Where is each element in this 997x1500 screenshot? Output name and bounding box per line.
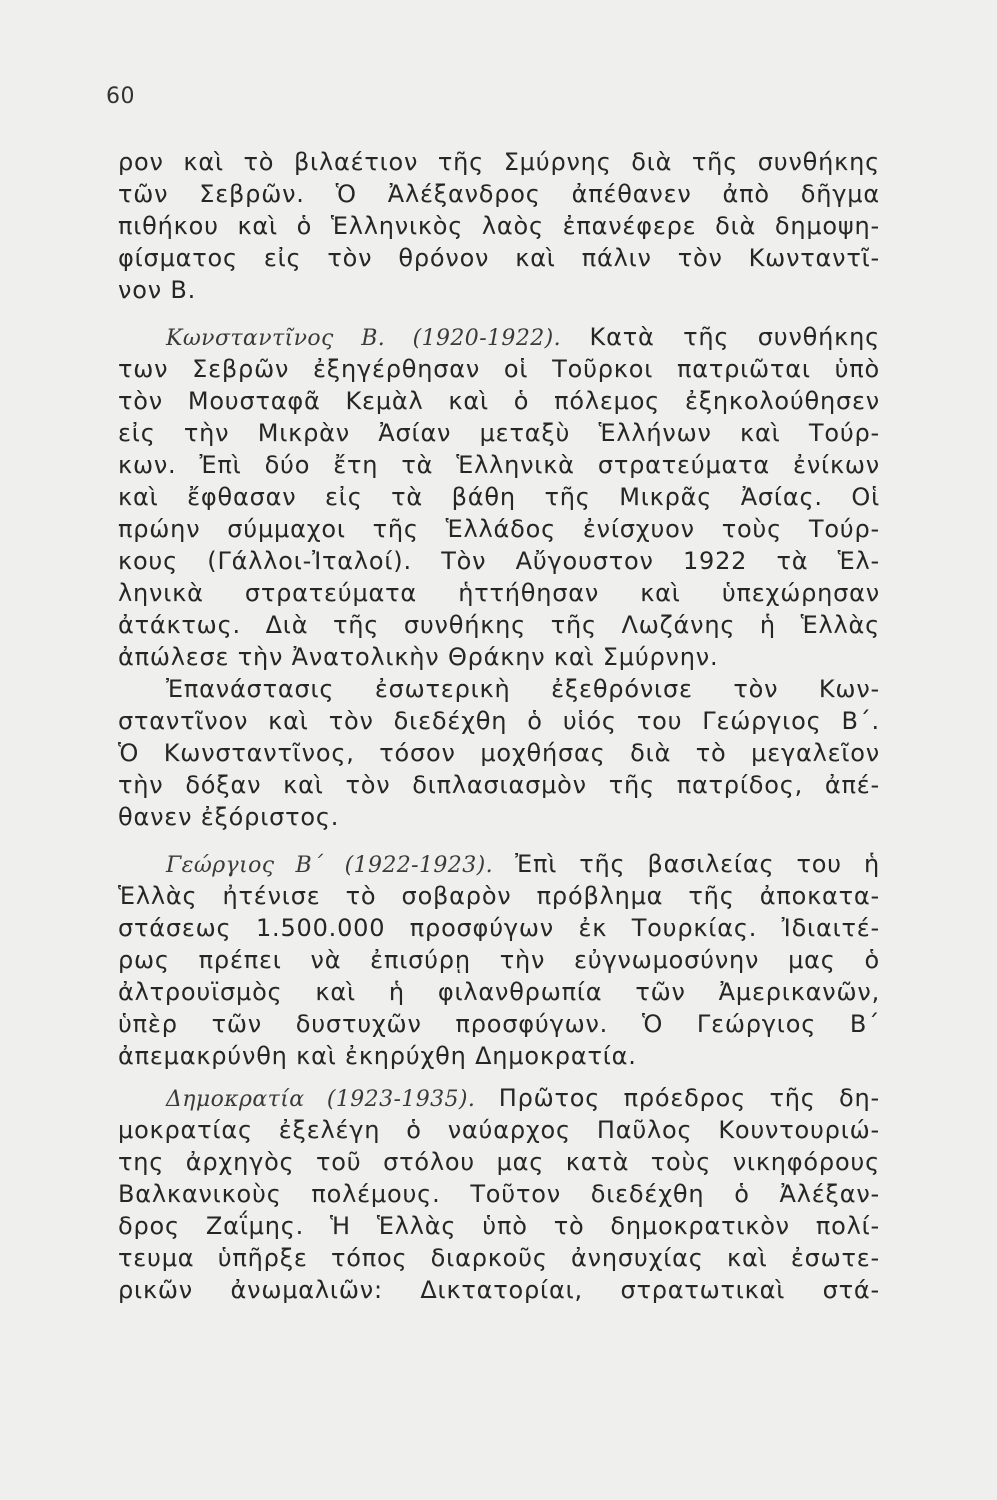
text-line: των Σεβρῶν ἐξηγέρθησαν οἱ Τοῦρκοι πατριῶται ὑπὸ [118,355,880,383]
text-line: δρος Ζαΐμης. Ἡ Ἑλλὰς ὑπὸ τὸ δημοκρατικὸν πολί- [118,1212,880,1240]
text-line: Ἐπανάστασις ἐσωτερικὴ ἐξεθρόνισε τὸν Κων- [166,675,880,703]
text-line: θανεν ἐξόριστος. [118,803,340,831]
text-line: τὸν Μουσταφᾶ Κεμὰλ καὶ ὁ πόλεμος ἐξηκολούθησεν [118,387,880,415]
text-line [118,848,880,880]
text-line: τευμα ὑπῆρξε τόπος διαρκοῦς ἀνησυχίας καὶ ἐσωτε- [118,1244,880,1272]
text-line: στάσεως 1.500.000 προσφύγων ἐκ Τουρκίας. Ἰδιαιτέ- [118,914,880,942]
text-line: εἰς τὴν Μικρὰν Ἀσίαν μεταξὺ Ἑλλήνων καὶ Τούρ- [118,419,880,447]
section-heading: Γεώργιος Β΄ (1922-1923). [166,853,493,878]
text-line: ἀλτρουϊσμὸς καὶ ἡ φιλανθρωπία τῶν Ἀμερικανῶν, [118,978,880,1006]
text-line: τῶν Σεβρῶν. Ὁ Ἀλέξανδρος ἀπέθανεν ἀπὸ δῆγμα [118,180,880,208]
paragraph [118,146,880,306]
body-text [118,146,880,1306]
text-line [118,1082,880,1114]
text-line: Βαλκανικοὺς πολέμους. Τοῦτον διεδέχθη ὁ Ἀλέξαν- [118,1180,880,1208]
text-line: ρον καὶ τὸ βιλαέτιον τῆς Σμύρνης διὰ τῆς συνθήκης [118,148,880,176]
text-line: ρως πρέπει νὰ ἐπισύρῃ τὴν εὐγνωμοσύνην μας ὁ [118,946,880,974]
text-line: πιθήκου καὶ ὁ Ἑλληνικὸς λαὸς ἐπανέφερε διὰ δημοψη- [118,212,880,240]
paragraph [118,1082,880,1306]
text-run: Ἐπὶ τῆς βασιλείας του ἡ [515,850,880,878]
text-line: φίσματος εἰς τὸν θρόνον καὶ πάλιν τὸν Κωνταντῖ- [118,244,880,272]
text-line: κων. Ἐπὶ δύο ἔτη τὰ Ἑλληνικὰ στρατεύματα ἐνίκων [118,451,880,479]
text-line [118,321,880,353]
text-line: ρικῶν ἀνωμαλιῶν: Δικτατορίαι, στρατωτικαὶ στά- [118,1276,880,1304]
text-line: Ἑλλὰς ἠτένισε τὸ σοβαρὸν πρόβλημα τῆς ἀποκατα- [118,882,880,910]
text-line: τὴν δόξαν καὶ τὸν διπλασιασμὸν τῆς πατρίδος, ἀπέ- [118,771,880,799]
text-line: καὶ ἔφθασαν εἰς τὰ βάθη τῆς Μικρᾶς Ἀσίας. Οἱ [118,483,880,511]
text-line: ληνικὰ στρατεύματα ἡττήθησαν καὶ ὑπεχώρησαν [118,579,880,607]
text-line: της ἀρχηγὸς τοῦ στόλου μας κατὰ τοὺς νικηφόρους [118,1148,880,1176]
page-number: 60 [106,84,135,109]
text-line: ἀτάκτως. Διὰ τῆς συνθήκης τῆς Λωζάνης ἡ Ἑλλὰς [118,611,880,639]
text-line: μοκρατίας ἐξελέγη ὁ ναύαρχος Παῦλος Κουντουριώ- [118,1116,880,1144]
section-heading: Κωνσταντῖνος Β. (1920-1922). [166,326,562,351]
text-line: σταντῖνον καὶ τὸν διεδέχθη ὁ υἱός του Γεώργιος Β΄. [118,707,880,735]
paragraph [118,321,880,833]
text-line: πρώην σύμμαχοι τῆς Ἑλλάδος ἐνίσχυον τοὺς Τούρ- [118,515,880,543]
text-line: νον Β. [118,276,197,304]
text-line: ὑπὲρ τῶν δυστυχῶν προσφύγων. Ὁ Γεώργιος Β΄ [118,1010,880,1038]
text-run: Πρῶτος πρόεδρος τῆς δη- [498,1084,880,1112]
text-line: Ὁ Κωνσταντῖνος, τόσον μοχθήσας διὰ τὸ μεγαλεῖον [118,739,880,767]
text-line: κους (Γάλλοι-Ἰταλοί). Τὸν Αὔγουστον 1922 τὰ Ἑλ- [118,547,880,575]
text-line: ἀπώλεσε τὴν Ἀνατολικὴν Θράκην καὶ Σμύρνην. [118,643,719,671]
text-line: ἀπεμακρύνθη καὶ ἐκηρύχθη Δημοκρατία. [118,1042,637,1070]
paragraph [118,848,880,1072]
text-run: Κατὰ τῆς συνθήκης [589,323,880,351]
section-heading: Δημοκρατία (1923-1935). [166,1087,476,1112]
